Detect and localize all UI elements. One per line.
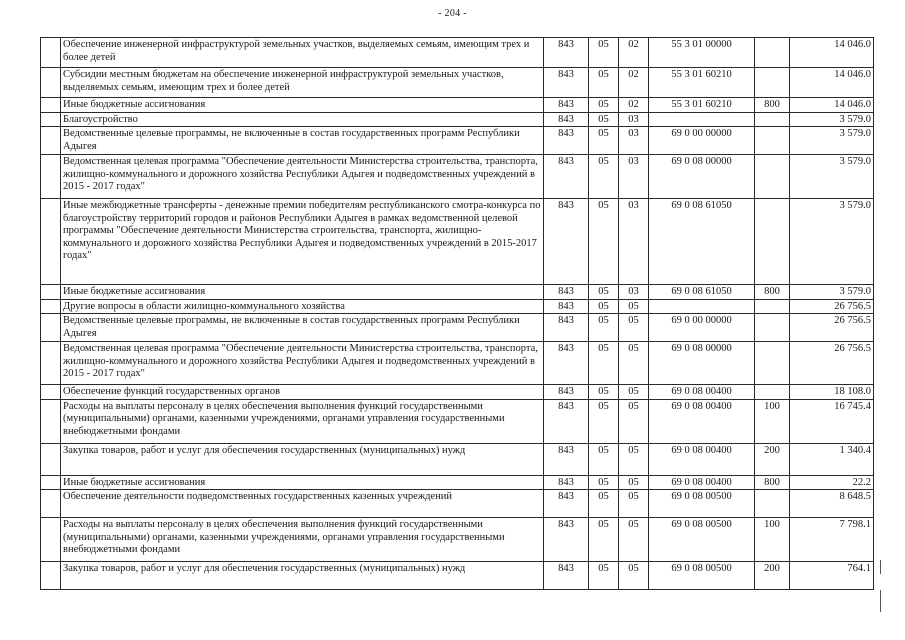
target-article-cell <box>649 112 755 127</box>
subsection-code-cell: 03 <box>619 112 649 127</box>
ministry-code-cell: 843 <box>544 112 589 127</box>
table-row <box>41 475 874 490</box>
blank-cell <box>41 112 61 127</box>
amount-cell: 14 046.0 <box>790 68 874 98</box>
amount-cell: 18 108.0 <box>790 385 874 400</box>
section-code-cell: 05 <box>589 285 619 300</box>
amount-cell: 14 046.0 <box>790 38 874 68</box>
section-code-cell: 05 <box>589 518 619 562</box>
blank-cell <box>41 314 61 342</box>
expense-type-cell <box>755 490 790 518</box>
ministry-code-cell: 843 <box>544 518 589 562</box>
target-article-cell: 69 0 00 00000 <box>649 127 755 155</box>
amount-cell: 3 579.0 <box>790 127 874 155</box>
section-code-cell: 05 <box>589 299 619 314</box>
blank-cell <box>41 342 61 385</box>
expense-type-cell <box>755 299 790 314</box>
target-article-cell <box>649 299 755 314</box>
target-article-cell: 69 0 08 00500 <box>649 518 755 562</box>
ministry-code-cell: 843 <box>544 314 589 342</box>
ministry-code-cell: 843 <box>544 562 589 590</box>
target-article-cell: 69 0 08 61050 <box>649 285 755 300</box>
target-article-cell: 69 0 08 00400 <box>649 399 755 443</box>
blank-cell <box>41 38 61 68</box>
ministry-code-cell: 843 <box>544 299 589 314</box>
amount-cell: 22.2 <box>790 475 874 490</box>
ministry-code-cell: 843 <box>544 285 589 300</box>
section-code-cell: 05 <box>589 68 619 98</box>
expense-type-cell: 800 <box>755 285 790 300</box>
amount-cell: 26 756.5 <box>790 299 874 314</box>
target-article-cell: 55 3 01 00000 <box>649 38 755 68</box>
description-cell: Иные бюджетные ассигнования <box>61 285 544 300</box>
ministry-code-cell: 843 <box>544 68 589 98</box>
table-row <box>41 285 874 300</box>
section-code-cell: 05 <box>589 98 619 113</box>
amount-cell: 3 579.0 <box>790 155 874 199</box>
amount-cell: 7 798.1 <box>790 518 874 562</box>
section-code-cell: 05 <box>589 443 619 475</box>
target-article-cell: 69 0 00 00000 <box>649 314 755 342</box>
section-code-cell: 05 <box>589 38 619 68</box>
subsection-code-cell: 05 <box>619 399 649 443</box>
description-cell: Закупка товаров, работ и услуг для обеспечения государственных (муниципальных) нужд <box>61 562 544 590</box>
section-code-cell: 05 <box>589 155 619 199</box>
table-row <box>41 399 874 443</box>
description-cell: Иные межбюджетные трансферты - денежные премии победителям республиканского смотра-конкурса по благоустройству территорий городов и районов Республики Адыгея в рамках ведомственной целевой программы "Обеспечение деятельности Министерства строительства, транспорта, жилищно-коммунального и дорожного хозяйства Республики Адыгея и подведомственных учреждений в 2015-2017 годах" <box>61 199 544 285</box>
description-cell: Благоустройство <box>61 112 544 127</box>
target-article-cell: 55 3 01 60210 <box>649 68 755 98</box>
section-code-cell: 05 <box>589 490 619 518</box>
ministry-code-cell: 843 <box>544 199 589 285</box>
section-code-cell: 05 <box>589 342 619 385</box>
blank-cell <box>41 475 61 490</box>
amount-cell: 26 756.5 <box>790 314 874 342</box>
amount-cell: 3 579.0 <box>790 199 874 285</box>
expense-type-cell: 100 <box>755 518 790 562</box>
target-article-cell: 69 0 08 61050 <box>649 199 755 285</box>
blank-cell <box>41 299 61 314</box>
subsection-code-cell: 02 <box>619 38 649 68</box>
description-cell: Ведомственные целевые программы, не включенные в состав государственных программ Республики Адыгея <box>61 314 544 342</box>
ministry-code-cell: 843 <box>544 342 589 385</box>
expense-type-cell: 800 <box>755 475 790 490</box>
description-cell: Обеспечение инженерной инфраструктурой земельных участков, выделяемых семьям, имеющим трех и более детей <box>61 38 544 68</box>
expense-type-cell <box>755 314 790 342</box>
description-cell: Субсидии местным бюджетам на обеспечение инженерной инфраструктурой земельных участков, выделяемых семьям, имеющим трех и более детей <box>61 68 544 98</box>
blank-cell <box>41 385 61 400</box>
section-code-cell: 05 <box>589 112 619 127</box>
scan-edge-mark <box>880 590 881 612</box>
ministry-code-cell: 843 <box>544 443 589 475</box>
section-code-cell: 05 <box>589 314 619 342</box>
expense-type-cell <box>755 112 790 127</box>
blank-cell <box>41 68 61 98</box>
target-article-cell: 69 0 08 00500 <box>649 562 755 590</box>
table-row <box>41 385 874 400</box>
section-code-cell: 05 <box>589 475 619 490</box>
blank-cell <box>41 399 61 443</box>
subsection-code-cell: 03 <box>619 155 649 199</box>
table-row <box>41 155 874 199</box>
subsection-code-cell: 05 <box>619 342 649 385</box>
subsection-code-cell: 03 <box>619 199 649 285</box>
target-article-cell: 69 0 08 00000 <box>649 342 755 385</box>
table-row <box>41 518 874 562</box>
ministry-code-cell: 843 <box>544 490 589 518</box>
subsection-code-cell: 05 <box>619 443 649 475</box>
description-cell: Расходы на выплаты персоналу в целях обеспечения выполнения функций государственными (муниципальными) органами, казенными учреждениями, органами управления государственными внебюджетными фондами <box>61 399 544 443</box>
target-article-cell: 69 0 08 00400 <box>649 443 755 475</box>
ministry-code-cell: 843 <box>544 475 589 490</box>
amount-cell: 1 340.4 <box>790 443 874 475</box>
target-article-cell: 69 0 08 00500 <box>649 490 755 518</box>
target-article-cell: 55 3 01 60210 <box>649 98 755 113</box>
description-cell: Обеспечение функций государственных органов <box>61 385 544 400</box>
expense-type-cell: 200 <box>755 562 790 590</box>
ministry-code-cell: 843 <box>544 385 589 400</box>
description-cell: Обеспечение деятельности подведомственных государственных казенных учреждений <box>61 490 544 518</box>
amount-cell: 3 579.0 <box>790 285 874 300</box>
target-article-cell: 69 0 08 00000 <box>649 155 755 199</box>
section-code-cell: 05 <box>589 399 619 443</box>
description-cell: Иные бюджетные ассигнования <box>61 98 544 113</box>
description-cell: Иные бюджетные ассигнования <box>61 475 544 490</box>
ministry-code-cell: 843 <box>544 38 589 68</box>
target-article-cell: 69 0 08 00400 <box>649 385 755 400</box>
amount-cell: 26 756.5 <box>790 342 874 385</box>
table-row <box>41 98 874 113</box>
table-row <box>41 112 874 127</box>
blank-cell <box>41 490 61 518</box>
table-row <box>41 443 874 475</box>
blank-cell <box>41 518 61 562</box>
subsection-code-cell: 02 <box>619 68 649 98</box>
budget-table <box>40 37 874 590</box>
expense-type-cell: 200 <box>755 443 790 475</box>
table-row <box>41 38 874 68</box>
description-cell: Ведомственная целевая программа "Обеспечение деятельности Министерства строительства, транспорта, жилищно-коммунального и дорожного хозяйства Республики Адыгея и подведомственных учреждений в 2015 - 2017 годах" <box>61 155 544 199</box>
description-cell: Закупка товаров, работ и услуг для обеспечения государственных (муниципальных) нужд <box>61 443 544 475</box>
expense-type-cell: 800 <box>755 98 790 113</box>
description-cell: Ведомственные целевые программы, не включенные в состав государственных программ Республики Адыгея <box>61 127 544 155</box>
table-row <box>41 314 874 342</box>
blank-cell <box>41 285 61 300</box>
subsection-code-cell: 05 <box>619 314 649 342</box>
description-cell: Расходы на выплаты персоналу в целях обеспечения выполнения функций государственными (муниципальными) органами, казенными учреждениями, органами управления государственными внебюджетными фондами <box>61 518 544 562</box>
table-row <box>41 199 874 285</box>
amount-cell: 764.1 <box>790 562 874 590</box>
page-number: - 204 - <box>438 8 467 19</box>
table-row <box>41 342 874 385</box>
table-row <box>41 490 874 518</box>
amount-cell: 8 648.5 <box>790 490 874 518</box>
table-row <box>41 562 874 590</box>
table-row <box>41 127 874 155</box>
expense-type-cell <box>755 155 790 199</box>
ministry-code-cell: 843 <box>544 127 589 155</box>
blank-cell <box>41 155 61 199</box>
ministry-code-cell: 843 <box>544 399 589 443</box>
table-row <box>41 68 874 98</box>
table-row <box>41 299 874 314</box>
ministry-code-cell: 843 <box>544 155 589 199</box>
section-code-cell: 05 <box>589 199 619 285</box>
description-cell: Другие вопросы в области жилищно-коммунального хозяйства <box>61 299 544 314</box>
expense-type-cell <box>755 68 790 98</box>
expense-type-cell <box>755 127 790 155</box>
expense-type-cell <box>755 342 790 385</box>
scan-edge-mark <box>880 560 881 574</box>
section-code-cell: 05 <box>589 385 619 400</box>
subsection-code-cell: 03 <box>619 127 649 155</box>
expense-type-cell <box>755 38 790 68</box>
amount-cell: 14 046.0 <box>790 98 874 113</box>
blank-cell <box>41 443 61 475</box>
blank-cell <box>41 127 61 155</box>
amount-cell: 3 579.0 <box>790 112 874 127</box>
subsection-code-cell: 05 <box>619 475 649 490</box>
ministry-code-cell: 843 <box>544 98 589 113</box>
blank-cell <box>41 98 61 113</box>
blank-cell <box>41 562 61 590</box>
subsection-code-cell: 02 <box>619 98 649 113</box>
subsection-code-cell: 03 <box>619 285 649 300</box>
section-code-cell: 05 <box>589 127 619 155</box>
section-code-cell: 05 <box>589 562 619 590</box>
expense-type-cell: 100 <box>755 399 790 443</box>
table-body <box>41 38 874 590</box>
subsection-code-cell: 05 <box>619 562 649 590</box>
subsection-code-cell: 05 <box>619 385 649 400</box>
amount-cell: 16 745.4 <box>790 399 874 443</box>
description-cell: Ведомственная целевая программа "Обеспечение деятельности Министерства строительства, транспорта, жилищно-коммунального и дорожного хозяйства Республики Адыгея и подведомственных учреждений в 2015 - 2017 годах" <box>61 342 544 385</box>
subsection-code-cell: 05 <box>619 299 649 314</box>
expense-type-cell <box>755 199 790 285</box>
blank-cell <box>41 199 61 285</box>
subsection-code-cell: 05 <box>619 518 649 562</box>
expense-type-cell <box>755 385 790 400</box>
target-article-cell: 69 0 08 00400 <box>649 475 755 490</box>
subsection-code-cell: 05 <box>619 490 649 518</box>
